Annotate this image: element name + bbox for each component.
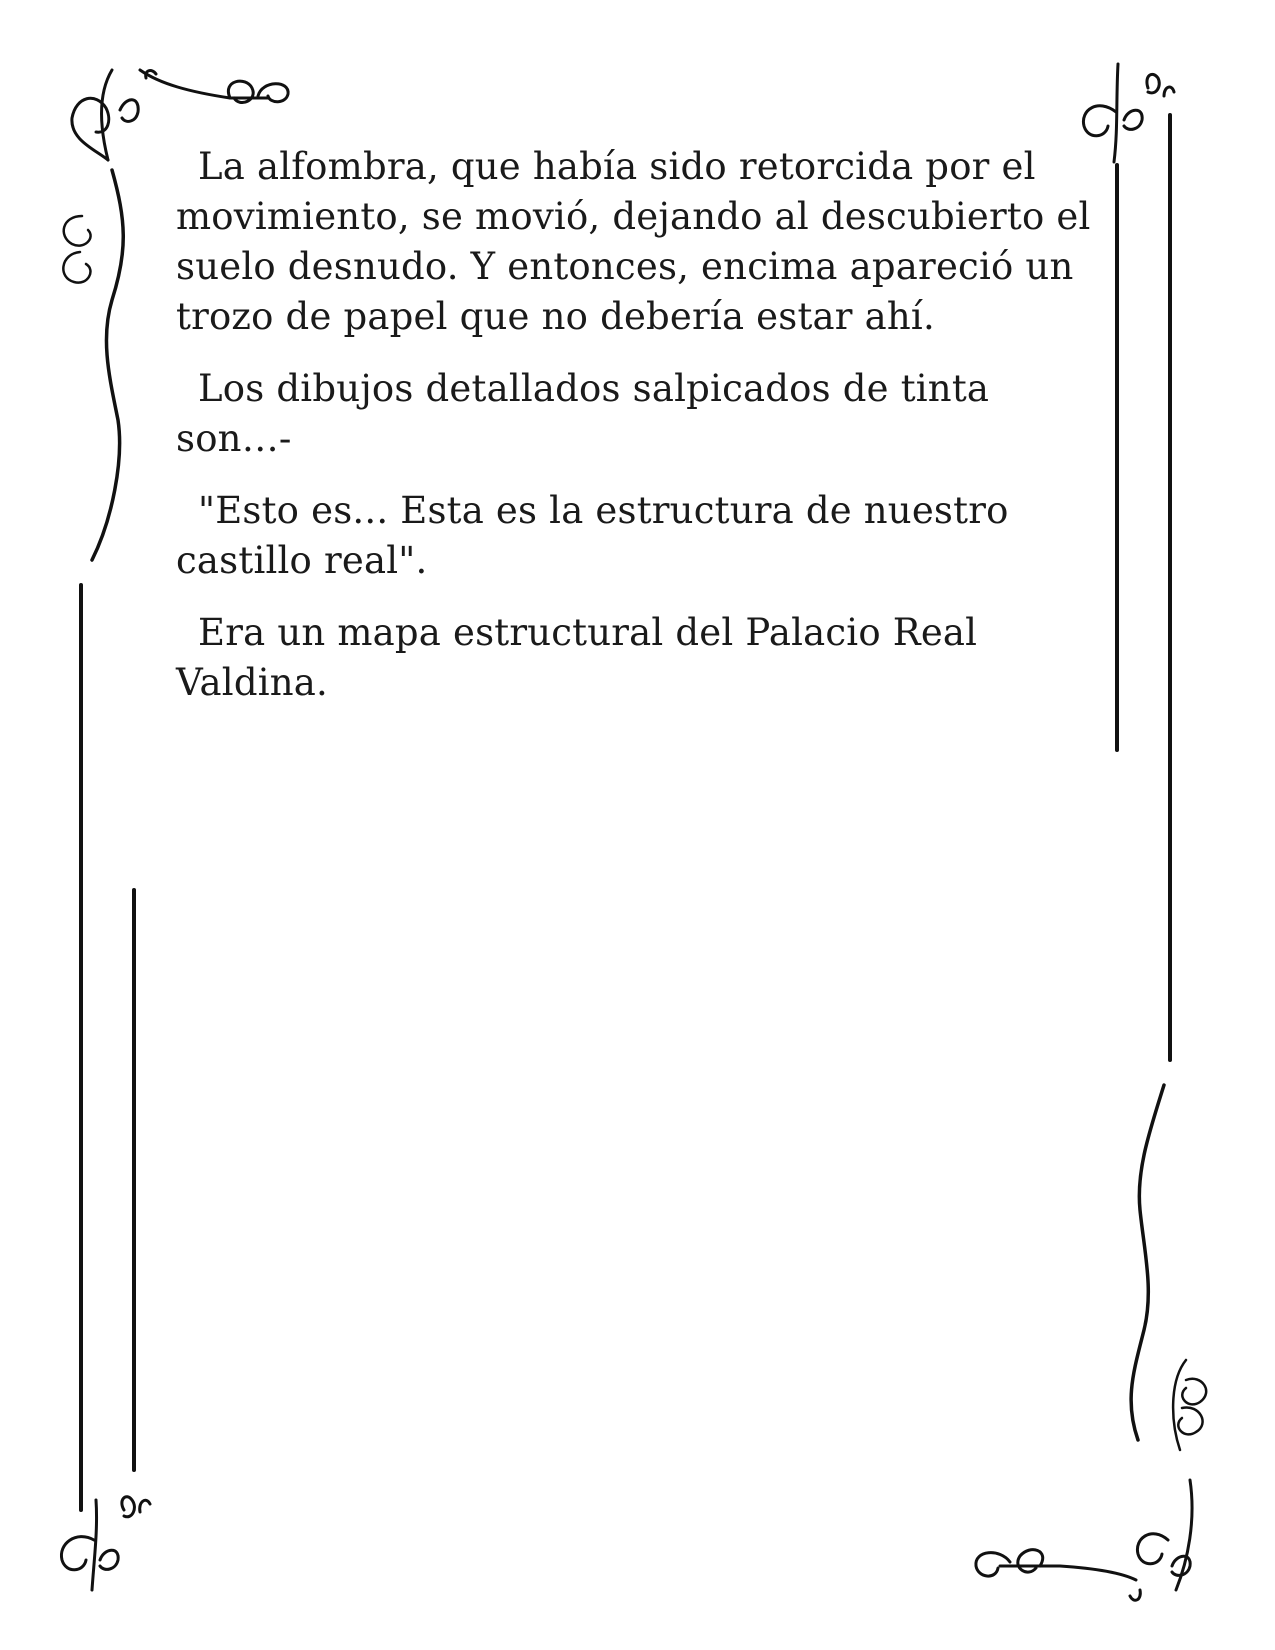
right-scroll-swirl-icon [1131, 1085, 1164, 1440]
bottom-left-flourish-icon [61, 1497, 150, 1590]
paragraph-2: Los dibujos detallados salpicados de tinta son…- [176, 367, 990, 460]
paragraph-1: La alfombra, que había sido retorcida por el movimiento, se movió, dejando al descubierto el suelo desnudo. Y entonces, encima apareció un trozo de papel que no debería estar ahí. [176, 145, 1091, 338]
left-scroll-swirl-icon [63, 170, 123, 560]
paragraph-4: Era un mapa estructural del Palacio Real Valdina. [176, 611, 978, 704]
paragraph-3: "Esto es... Esta es la estructura de nuestro castillo real". [176, 489, 1009, 582]
right-curl-cluster-icon [1173, 1360, 1206, 1450]
bottom-right-flourish-icon [976, 1480, 1192, 1600]
page-body [176, 142, 1096, 730]
top-right-flourish-icon [1083, 64, 1174, 162]
